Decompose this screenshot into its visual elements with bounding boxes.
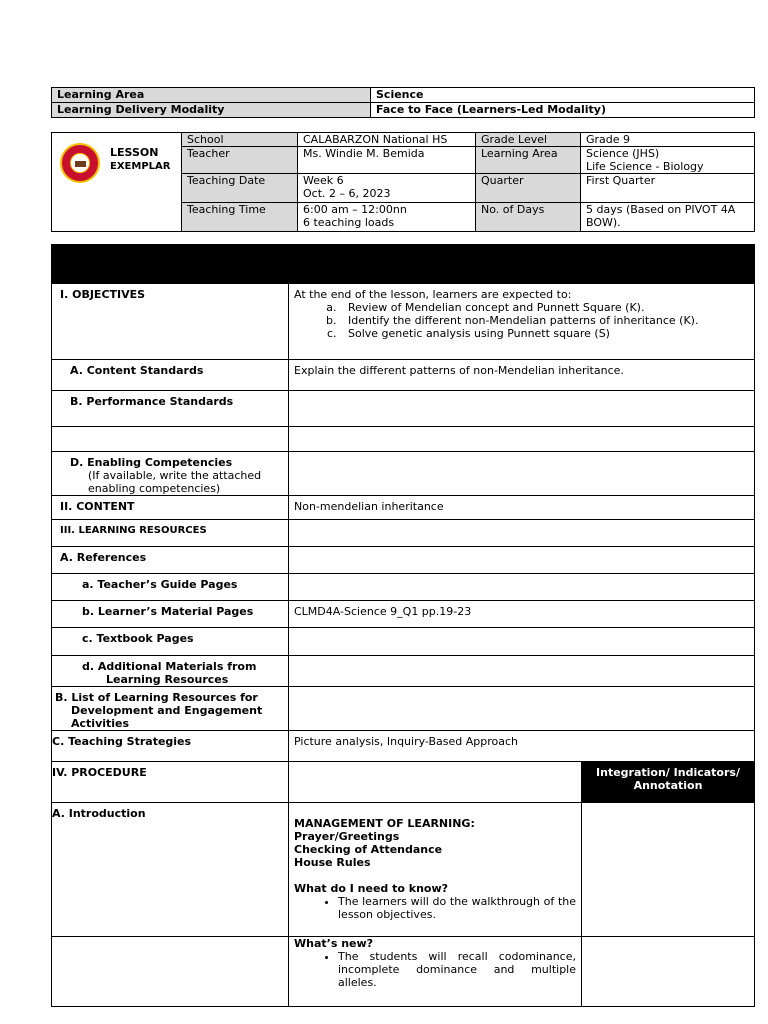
days-label: No. of Days bbox=[476, 202, 581, 231]
logo-cell bbox=[52, 133, 182, 232]
date-label: Teaching Date bbox=[182, 174, 298, 202]
mgmt-item: House Rules bbox=[294, 856, 371, 869]
learners-material-label: b. Learner’s Material Pages bbox=[52, 601, 289, 628]
teacher-label: Teacher bbox=[182, 147, 298, 174]
whats-new-bullet: • The students will recall codominance, incomplete dominance and multiple alleles. bbox=[338, 950, 576, 989]
introduction-label: A. Introduction bbox=[52, 803, 289, 937]
content-standards-value: Explain the different patterns of non-Mendelian inheritance. bbox=[289, 360, 755, 391]
content-standards-label: A. Content Standards bbox=[52, 360, 289, 391]
lesson-header-table bbox=[51, 132, 755, 232]
whats-new-title: What’s new? bbox=[294, 937, 374, 950]
quarter-label: Quarter bbox=[476, 174, 581, 202]
school-label: School bbox=[182, 133, 298, 147]
need-to-know-bullet: • The learners will do the walkthrough of the lesson objectives. bbox=[338, 895, 576, 921]
learning-area-label: Learning Area bbox=[52, 88, 371, 103]
content-value: Non-mendelian inheritance bbox=[289, 496, 755, 520]
need-to-know-title: What do I need to know? bbox=[294, 882, 449, 895]
school-value: CALABARZON National HS bbox=[298, 133, 476, 147]
learning-resources-label: III. LEARNING RESOURCES bbox=[52, 520, 289, 547]
additional-materials-label: d. Additional Materials from Learning Resources bbox=[52, 656, 289, 687]
mgmt-item: Prayer/Greetings bbox=[294, 830, 400, 843]
area-value: Science (JHS) Life Science - Biology bbox=[581, 147, 755, 174]
whats-new-content bbox=[289, 937, 582, 1007]
integration-header: Integration/ Indicators/ Annotation bbox=[582, 762, 755, 803]
objectives-label: I. OBJECTIVES bbox=[52, 284, 289, 360]
date-value: Week 6 Oct. 2 – 6, 2023 bbox=[298, 174, 476, 202]
list-of-resources-label: B. List of Learning Resources for Development and Engagement Activities bbox=[52, 687, 289, 731]
performance-standards-label: B. Performance Standards bbox=[52, 391, 289, 427]
area-label: Learning Area bbox=[476, 147, 581, 174]
time-label: Teaching Time bbox=[182, 202, 298, 231]
days-value: 5 days (Based on PIVOT 4A BOW). bbox=[581, 202, 755, 231]
grade-label: Grade Level bbox=[476, 133, 581, 147]
lesson-plan-table bbox=[51, 244, 755, 1007]
enabling-competencies-label: D. Enabling Competencies (If available, write the attached enabling competencies) bbox=[52, 452, 289, 496]
objectives-cell: At the end of the lesson, learners are expected to: a. Review of Mendelian concept and Punnett Square (K). b. Identify the different non-Mendelian patterns of inheritance (K). c. Solve genetic analysis using Punnett square (S) bbox=[289, 284, 755, 360]
modality-value: Face to Face (Learners-Led Modality) bbox=[371, 103, 755, 118]
procedure-label: IV. PROCEDURE bbox=[52, 762, 289, 803]
teaching-strategies-value: Picture analysis, Inquiry-Based Approach bbox=[289, 731, 755, 762]
introduction-content: MANAGEMENT OF LEARNING: Prayer/Greetings Checking of Attendance House Rules What do I need to know? • The learners will do the walkthrough of the lesson objectives. bbox=[289, 803, 582, 937]
learning-area-value: Science bbox=[371, 88, 755, 103]
teaching-strategies-label: C. Teaching Strategies bbox=[52, 731, 289, 762]
learning-area-table bbox=[51, 87, 755, 118]
quarter-value: First Quarter bbox=[581, 174, 755, 202]
deped-seal-icon bbox=[60, 143, 100, 183]
learners-material-value: CLMD4A-Science 9_Q1 pp.19-23 bbox=[289, 601, 755, 628]
content-label: II. CONTENT bbox=[52, 496, 289, 520]
grade-value: Grade 9 bbox=[581, 133, 755, 147]
lesson-exemplar-label: LESSON EXEMPLAR bbox=[110, 146, 171, 172]
mgmt-item: Checking of Attendance bbox=[294, 843, 443, 856]
textbook-pages-label: c. Textbook Pages bbox=[52, 628, 289, 656]
teacher-value: Ms. Windie M. Bemida bbox=[298, 147, 476, 174]
objectives-list: a. Review of Mendelian concept and Punnett Square (K). b. Identify the different non-Mendelian patterns of inheritance (K). c. Solve genetic analysis using Punnett square (S) bbox=[294, 301, 749, 340]
time-value: 6:00 am – 12:00nn 6 teaching loads bbox=[298, 202, 476, 231]
references-label: A. References bbox=[52, 547, 289, 574]
modality-label: Learning Delivery Modality bbox=[52, 103, 371, 118]
header-band bbox=[52, 245, 289, 284]
teachers-guide-label: a. Teacher’s Guide Pages bbox=[52, 574, 289, 601]
